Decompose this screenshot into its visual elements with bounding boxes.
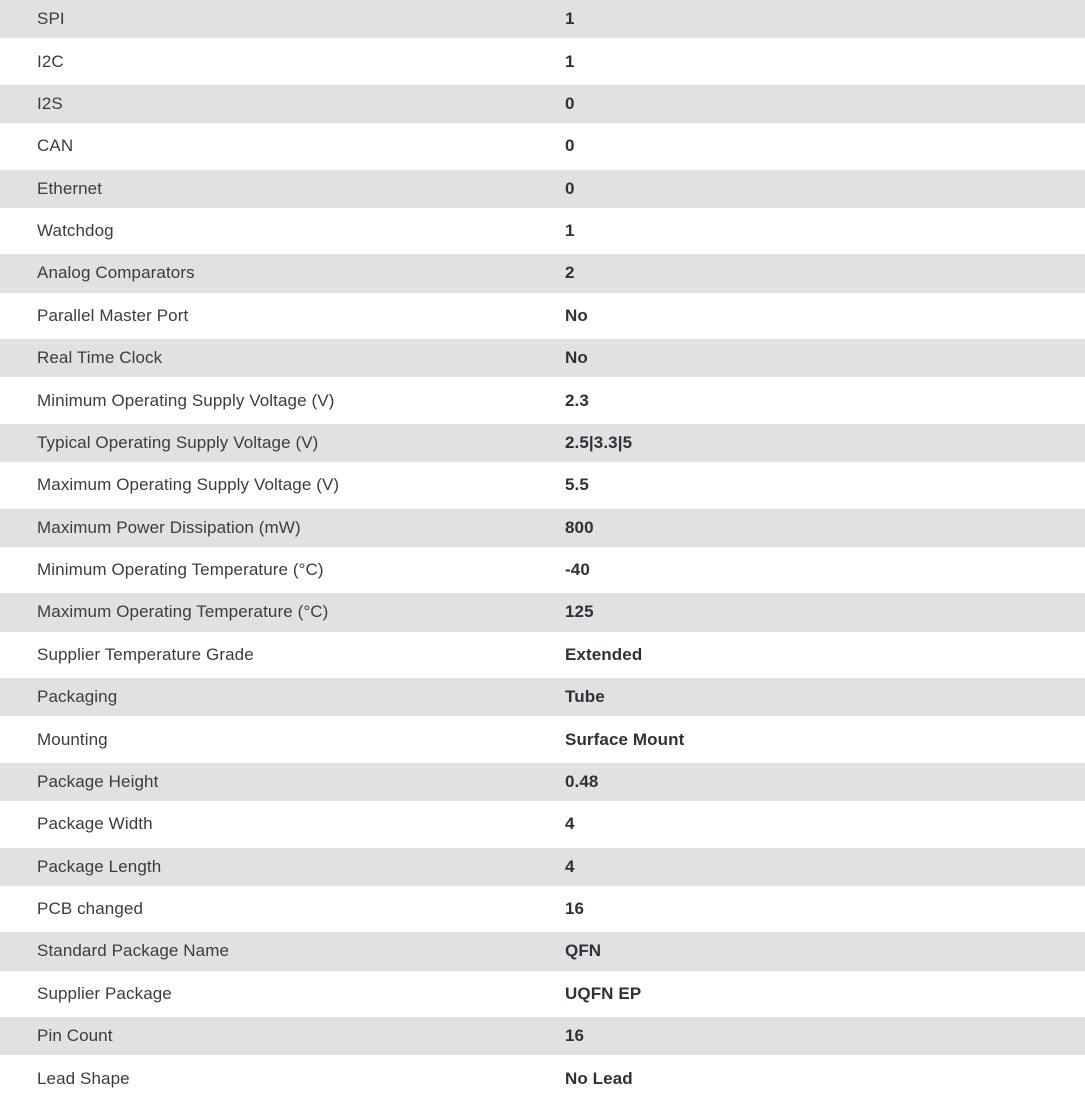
spec-row bbox=[0, 339, 1085, 381]
spec-attribute-value: 4 bbox=[565, 814, 575, 834]
spec-row bbox=[0, 848, 1085, 890]
spec-row bbox=[0, 170, 1085, 212]
spec-attribute-label: SPI bbox=[37, 9, 65, 29]
spec-attribute-value: QFN bbox=[565, 941, 602, 961]
spec-attribute-label: CAN bbox=[37, 136, 74, 156]
spec-attribute-value: 2.5|3.3|5 bbox=[565, 432, 633, 452]
spec-row bbox=[0, 254, 1085, 296]
spec-attribute-value: 800 bbox=[565, 517, 594, 537]
spec-attribute-label: Typical Operating Supply Voltage (V) bbox=[37, 432, 319, 452]
spec-row bbox=[0, 212, 1085, 254]
spec-row bbox=[0, 975, 1085, 1017]
spec-row bbox=[0, 509, 1085, 551]
spec-row bbox=[0, 127, 1085, 169]
spec-attribute-label: Lead Shape bbox=[37, 1068, 130, 1088]
spec-attribute-value: Tube bbox=[565, 687, 605, 707]
spec-row bbox=[0, 381, 1085, 423]
spec-row bbox=[0, 85, 1085, 127]
spec-attribute-value: No bbox=[565, 305, 588, 325]
spec-attribute-label: Watchdog bbox=[37, 221, 114, 241]
spec-row bbox=[0, 805, 1085, 847]
spec-row bbox=[0, 932, 1085, 974]
spec-attribute-value: 0.48 bbox=[565, 771, 599, 791]
spec-attribute-label: PCB changed bbox=[37, 899, 144, 919]
spec-row bbox=[0, 890, 1085, 932]
spec-attribute-value: 16 bbox=[565, 1026, 585, 1046]
spec-attribute-label: Parallel Master Port bbox=[37, 305, 189, 325]
spec-attribute-label: I2C bbox=[37, 51, 64, 71]
spec-attribute-label: Standard Package Name bbox=[37, 941, 230, 961]
spec-attribute-label: Supplier Package bbox=[37, 983, 172, 1003]
spec-attribute-value: -40 bbox=[565, 560, 590, 580]
spec-attribute-value: 0 bbox=[565, 178, 575, 198]
spec-attribute-value: No bbox=[565, 348, 588, 368]
spec-attribute-label: I2S bbox=[37, 93, 63, 113]
spec-attribute-value: 2.3 bbox=[565, 390, 589, 410]
spec-attribute-label: Mounting bbox=[37, 729, 108, 749]
spec-attribute-label: Maximum Power Dissipation (mW) bbox=[37, 517, 301, 537]
spec-attribute-label: Packaging bbox=[37, 687, 118, 707]
spec-attribute-label: Minimum Operating Supply Voltage (V) bbox=[37, 390, 335, 410]
spec-attribute-value: UQFN EP bbox=[565, 983, 642, 1003]
spec-attribute-value: 5.5 bbox=[565, 475, 589, 495]
spec-row bbox=[0, 42, 1085, 84]
spec-attribute-value: Surface Mount bbox=[565, 729, 685, 749]
spec-attribute-label: Maximum Operating Temperature (°C) bbox=[37, 602, 329, 622]
spec-attribute-value: 4 bbox=[565, 856, 575, 876]
spec-row bbox=[0, 763, 1085, 805]
spec-attribute-value: 1 bbox=[565, 51, 575, 71]
spec-attribute-label: Ethernet bbox=[37, 178, 103, 198]
spec-attribute-value: No Lead bbox=[565, 1068, 633, 1088]
spec-row bbox=[0, 0, 1085, 42]
spec-attribute-value: 1 bbox=[565, 9, 575, 29]
spec-attribute-label: Package Height bbox=[37, 771, 159, 791]
spec-attribute-label: Supplier Temperature Grade bbox=[37, 644, 254, 664]
spec-row bbox=[0, 424, 1085, 466]
spec-attribute-value: 0 bbox=[565, 136, 575, 156]
spec-attribute-label: Real Time Clock bbox=[37, 348, 163, 368]
spec-row bbox=[0, 1059, 1085, 1101]
spec-row bbox=[0, 1017, 1085, 1059]
spec-attribute-value: 1 bbox=[565, 221, 575, 241]
spec-row bbox=[0, 720, 1085, 762]
spec-attribute-label: Package Length bbox=[37, 856, 162, 876]
spec-attribute-value: 16 bbox=[565, 899, 585, 919]
spec-attribute-label: Maximum Operating Supply Voltage (V) bbox=[37, 475, 340, 495]
spec-attribute-label: Minimum Operating Temperature (°C) bbox=[37, 560, 324, 580]
spec-attribute-label: Pin Count bbox=[37, 1026, 113, 1046]
spec-row bbox=[0, 297, 1085, 339]
spec-row bbox=[0, 466, 1085, 508]
spec-attribute-label: Analog Comparators bbox=[37, 263, 195, 283]
spec-attribute-value: 2 bbox=[565, 263, 575, 283]
spec-attribute-value: 125 bbox=[565, 602, 594, 622]
spec-attribute-value: 0 bbox=[565, 93, 575, 113]
spec-row bbox=[0, 636, 1085, 678]
spec-row bbox=[0, 551, 1085, 593]
spec-attribute-value: Extended bbox=[565, 644, 643, 664]
spec-attribute-label: Package Width bbox=[37, 814, 153, 834]
spec-row bbox=[0, 593, 1085, 635]
spec-row bbox=[0, 678, 1085, 720]
